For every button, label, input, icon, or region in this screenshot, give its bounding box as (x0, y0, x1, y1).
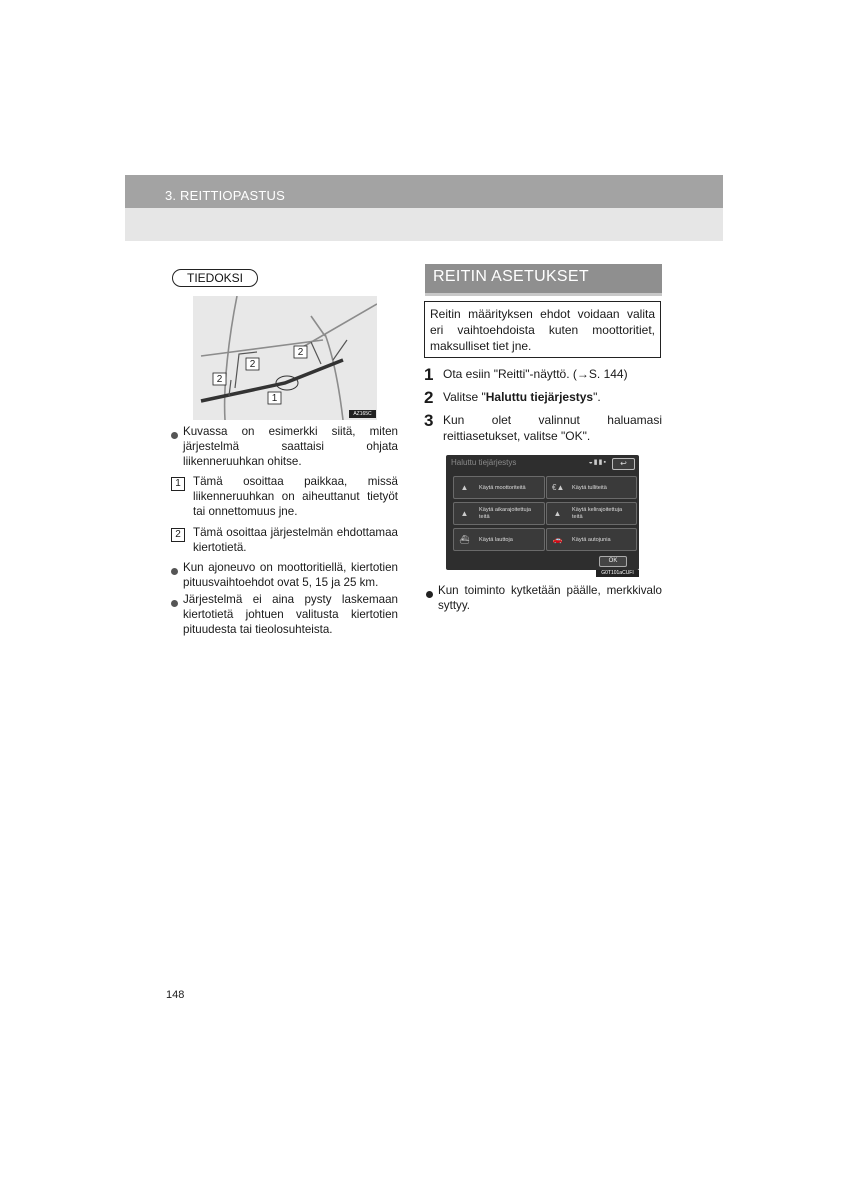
step-2 (424, 389, 662, 406)
car-train-icon: 🚗 (552, 535, 563, 544)
info-label: TIEDOKSI (172, 269, 258, 287)
list-item (171, 474, 398, 519)
list-item (171, 525, 398, 555)
ok-button[interactable]: OK (599, 556, 627, 567)
step-1 (424, 366, 662, 383)
bullet-icon (426, 591, 433, 598)
screen-code: G0T101aCUFI (596, 570, 639, 577)
list-item (426, 583, 662, 613)
item-text: Tämä osoittaa järjestelmän ehdottamaa kiertotietä. (193, 526, 398, 554)
step-text: Valitse "Haluttu tiejärjestys". (443, 390, 601, 404)
detour-map-illustration (193, 296, 377, 420)
step-number: 2 (424, 388, 434, 407)
bullet-text: Kuvassa on esimerkki siitä, miten järjestelmä saattaisi ohjata liikenneruuhkan ohitse. (183, 425, 398, 468)
list-item (171, 560, 398, 590)
use-toll-roads-button[interactable] (546, 476, 637, 499)
step-number: 3 (424, 411, 434, 430)
map-callout-1: 1 (271, 393, 278, 404)
toll-road-icon: €▲ (552, 483, 565, 492)
wifi-icon: ◒ (588, 459, 594, 466)
step-text: Ota esiin "Reitti"-näyttö. (→S. 144) (443, 367, 628, 381)
highway-icon: ▲ (460, 483, 469, 492)
bullet-text: Järjestelmä ei aina pysty laskemaan kiertotietä johtuen valitusta kiertotien pituudesta tai tieolosuhteista. (183, 593, 398, 636)
header-subband (125, 208, 723, 241)
bullet-text: Kun toiminto kytketään päälle, merkkivalo syttyy. (438, 584, 662, 612)
use-weather-restricted-roads-button[interactable] (546, 502, 637, 525)
steps (424, 366, 662, 444)
map-code: AZ165C (349, 410, 376, 418)
bullet-icon (171, 600, 178, 607)
button-label: Käytä moottoriteitä (479, 485, 526, 491)
screen-title: Haluttu tiejärjestys (451, 458, 517, 467)
intro-box: Reitin määrityksen ehdot voidaan valita eri vaihtoehdoista kuten moottoritiet, maksulliset tiet jne. (424, 301, 661, 358)
section-header: 3. REITTIOPASTUS (165, 188, 285, 203)
section-title-bar (425, 264, 662, 296)
use-ferries-button[interactable] (453, 528, 545, 551)
ferry-icon: ⛴ (459, 535, 470, 544)
status-icons (589, 458, 607, 466)
callout-number: 1 (171, 477, 185, 491)
step-3 (424, 412, 662, 444)
list-item (171, 592, 398, 637)
left-body (171, 424, 398, 637)
button-label: Käytä autojunia (572, 537, 611, 543)
step-text: Kun olet valinnut haluamasi reittiasetukset, valitse "OK". (443, 413, 662, 443)
bullet-text: Kun ajoneuvo on moottoritiellä, kiertotien pituusvaihtoehdot ovat 5, 15 ja 25 km. (183, 561, 398, 589)
section-title: REITIN ASETUKSET (433, 268, 589, 285)
signal-icon: ▮▮ (593, 459, 604, 466)
use-highways-button[interactable] (453, 476, 545, 499)
map-callout-2c: 2 (216, 374, 223, 385)
use-car-trains-button[interactable] (546, 528, 637, 551)
button-label: Käytä kelirajoitettuja teitä (572, 507, 623, 520)
button-label: Käytä aikarajoitettuja teitä (479, 507, 531, 520)
callout-number: 2 (171, 528, 185, 542)
use-time-restricted-roads-button[interactable] (453, 502, 545, 525)
navigation-screen (446, 455, 639, 570)
weather-restricted-road-icon: ▲ (553, 509, 562, 518)
map-callout-2b: 2 (297, 347, 304, 358)
button-label: Käytä tulliteitä (572, 485, 607, 491)
button-label: Käytä lauttoja (479, 537, 513, 543)
page-number: 148 (166, 989, 185, 1001)
step-number: 1 (424, 365, 434, 384)
list-item (171, 424, 398, 469)
right-bullet (426, 583, 662, 613)
time-restricted-road-icon: ▲ (460, 509, 469, 518)
bullet-icon (171, 568, 178, 575)
battery-icon: ▪ (603, 459, 607, 466)
back-button[interactable]: ↩ (612, 458, 635, 470)
map-callout-2a: 2 (249, 359, 256, 370)
bullet-icon (171, 432, 178, 439)
item-text: Tämä osoittaa paikkaa, missä liikenneruuhkan on aiheuttanut tietyöt tai onnettomuus jne. (193, 475, 398, 518)
